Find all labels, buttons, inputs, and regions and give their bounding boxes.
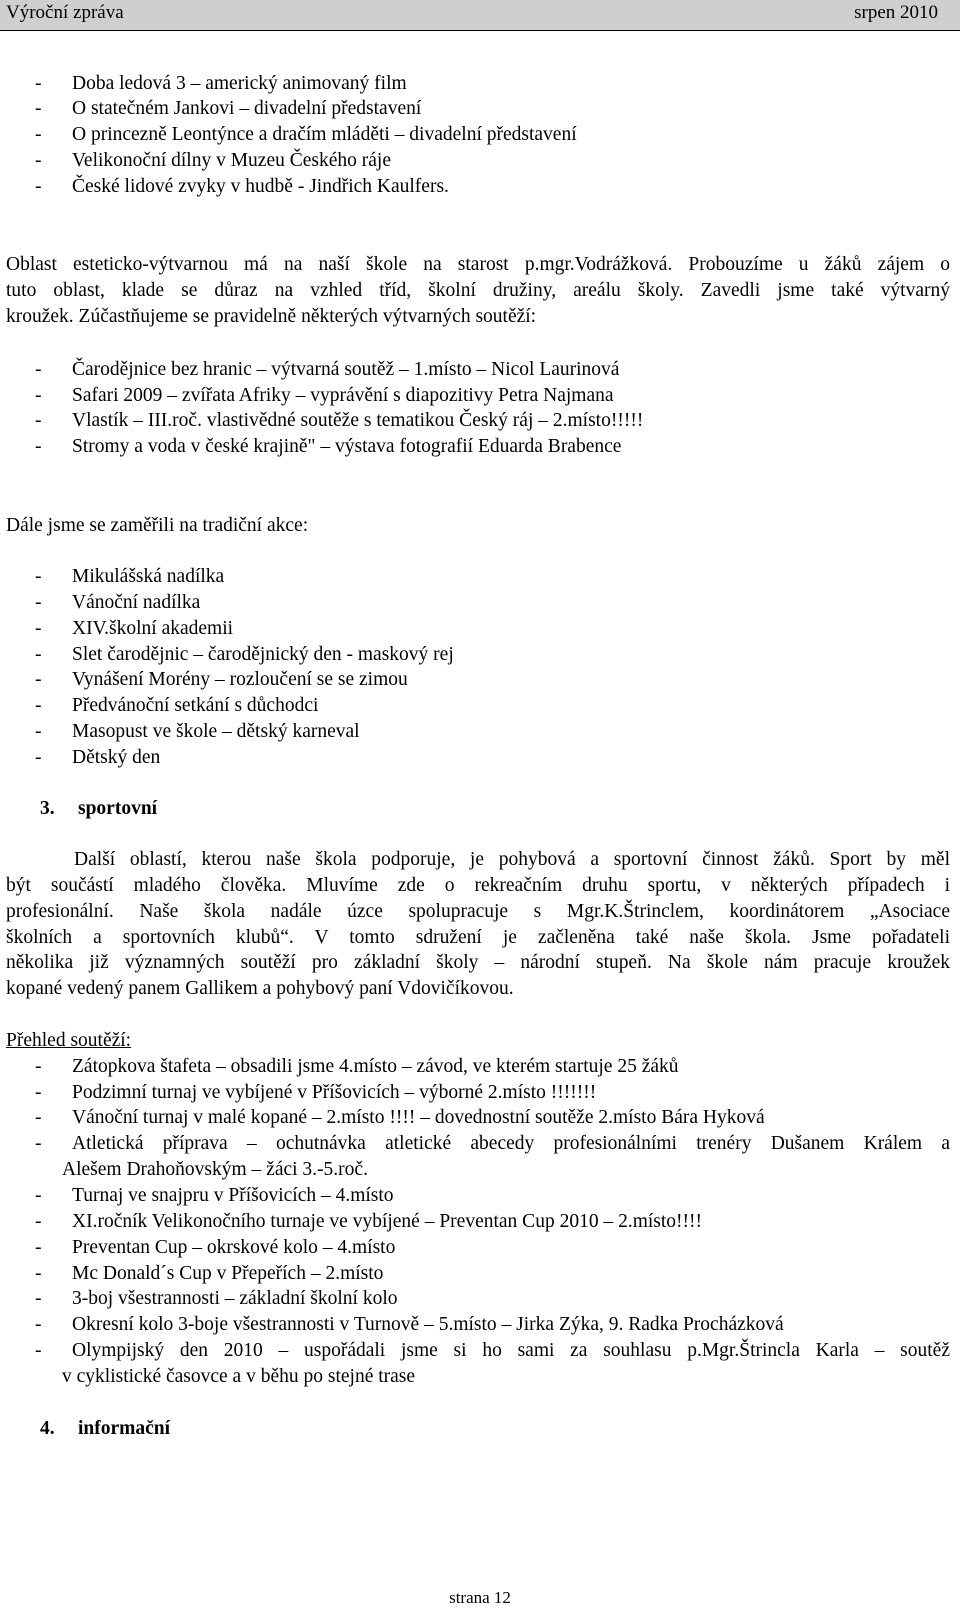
header-date: srpen 2010 [854,2,938,23]
paragraph-line: tuto oblast, klade se důraz na vzhled tříd, školní družiny, areálu školy. Zavedli jsme také výtvarný [6,280,950,301]
list-item-continuation: v cyklistické časovce a v běhu po stejné trase [62,1366,416,1387]
page-number: strana 12 [449,1588,511,1607]
page-header [0,0,960,31]
paragraph-line: být součástí mladého člověka. Mluvíme zde o rekreačním druhu sportu, v některých případech i [6,875,950,896]
paragraph-line: několika již významných soutěží pro základní školy – národní stupeň. Na škole nám pracuje kroužek [6,952,950,973]
overview-title: Přehled soutěží: [6,1030,132,1051]
header-title: Výroční zpráva [6,2,124,23]
list-item-continuation: Alešem Drahoňovským – žáci 3.-5.roč. [62,1159,368,1180]
paragraph-line: kopané vedený panem Gallikem a pohybový paní Vdovičíkovou. [6,978,514,999]
paragraph-line: kroužek. Zúčastňujeme se pravidelně některých výtvarných soutěží: [6,306,537,327]
paragraph-line: Další oblastí, kterou naše škola podporuje, je pohybová a sportovní činnost žáků. Sport by měl [74,849,950,870]
paragraph-line: profesionální. Naše škola nadále úzce spolupracuje s Mgr.K.Štrinclem, koordinátorem „Asociace [6,901,950,922]
intro-traditions: Dále jsme se zaměřili na tradiční akce: [6,515,309,536]
paragraph-line: školních a sportovních klubů“. V tomto sdružení je začleněna také naše škola. Jsme pořadateli [6,927,950,948]
paragraph-line: Oblast esteticko-výtvarnou má na naší škole na starost p.mgr.Vodrážková. Probouzíme u žáků zájem o [6,254,950,275]
